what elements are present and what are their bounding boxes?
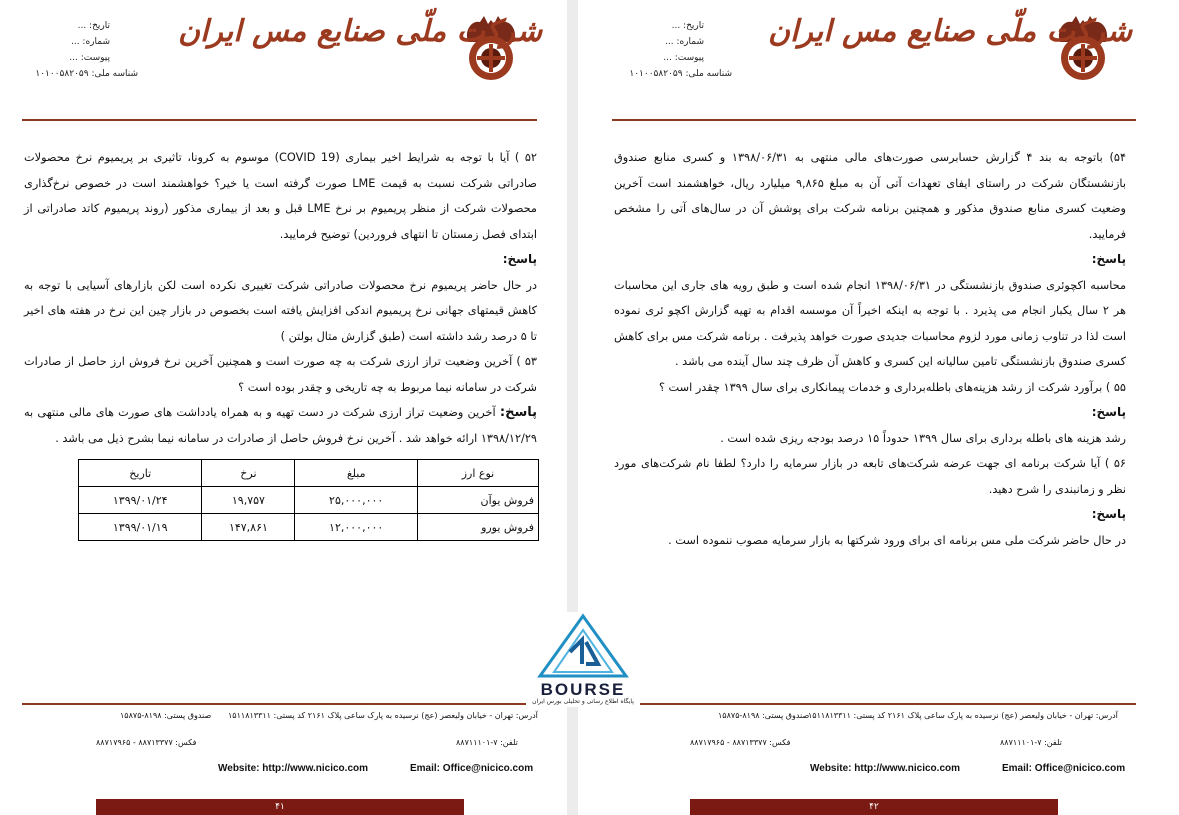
table-header-row	[79, 460, 539, 487]
cell-amount: ۲۵,۰۰۰,۰۰۰	[295, 487, 418, 514]
footer-phone: تلفن: ۷-۸۸۷۱۱۱۰۱	[1000, 738, 1062, 747]
footer-po-box: صندوق پستی: ۸۱۹۸-۱۵۸۷۵	[120, 711, 212, 720]
cell-currency: فروش یورو	[417, 514, 538, 541]
answer-53: آخرین وضعیت تراز ارزی شرکت در دست تهیه و به همراه یادداشت های صورت های مالی منتهی به ۱۳۹۸/۱۲/۲۹ ارائه خواهد شد . آخرین نرخ فروش حاصل از صادرات در سامانه نیما بشرح ذیل می باشد .	[24, 406, 537, 445]
number-label: شماره: ...	[70, 37, 110, 47]
col-header-currency: نوع ارز	[417, 460, 538, 487]
answer-label-52: پاسخ:	[502, 252, 537, 266]
footer-email: Email: Office@nicico.com	[1002, 763, 1126, 774]
answer-55: رشد هزینه های باطله برداری برای سال ۱۳۹۹ حدوداً ۱۵ درصد بودجه ریزی شده است .	[720, 431, 1126, 445]
bourse-word: BOURSE	[540, 680, 626, 699]
document-page-41	[0, 0, 567, 815]
exchange-rate-table	[78, 459, 539, 541]
company-name: شرکت ملّی صنایع مس ایران	[178, 14, 543, 49]
table-row	[79, 487, 539, 514]
attachment-label: پیوست: ...	[663, 53, 704, 63]
footer-phone: تلفن: ۷-۸۸۷۱۱۱۰۱	[456, 738, 518, 747]
header-rule	[612, 119, 1136, 121]
date-label: تاریخ: ...	[77, 21, 110, 31]
footer-address: آدرس: تهران - خیابان ولیعصر (عج) نرسیده به پارک ساعی پلاک ۲۱۶۱ کد پستی: ۱۵۱۱۸۱۳۳۱۱	[808, 711, 1118, 720]
answer-label-53: پاسخ:	[499, 405, 537, 420]
answer-label-56: پاسخ:	[1091, 507, 1126, 521]
cell-amount: ۱۲,۰۰۰,۰۰۰	[295, 514, 418, 541]
question-52: ۵۲ ) آیا با توجه به شرایط اخیر بیماری (COVID 19) موسوم به کرونا، تاثیری بر پریمیوم نرخ محصولات صادراتی شرکت نسبت به قیمت LME صورت گرفته است یا خیر؟ خواهشمند است در خصوص نرخ‌گذاری محصولات شرکت از منظر پریمیوم بر نرخ LME قبل و بعد از بیماری مذکور (روند پریمیوم کاتد صادراتی از ابتدای فصل زمستان تا انتهای فروردین) توضیح فرمایید.	[24, 151, 538, 241]
bourse-watermark	[526, 612, 640, 707]
cell-rate: ۱۴۷,۸۶۱	[202, 514, 295, 541]
question-56: ۵۶ ) آیا شرکت برنامه ای جهت عرضه شرکت‌های تابعه در بازار سرمایه را دارد؟ لطفا نام شرکت‌های مورد نظر و زمانبندی را شرح دهید.	[614, 457, 1126, 496]
left-body	[24, 145, 537, 451]
col-header-rate: نرخ	[202, 460, 295, 487]
footer-rule	[612, 703, 1136, 705]
question-53: ۵۳ ) آخرین وضعیت تراز ارزی شرکت به چه صورت است و همچنین آخرین نرخ فروش ارز حاصل از صادرات شرکت در سامانه نیما مربوط به چه تاریخی و چقدر بوده است ؟	[24, 355, 537, 394]
attachment-label: پیوست: ...	[69, 53, 110, 63]
right-body	[614, 145, 1126, 553]
footer-website: Website: http://www.nicico.com	[218, 763, 369, 774]
date-label: تاریخ: ...	[671, 21, 704, 31]
company-name: شرکت ملّی صنایع مس ایران	[768, 14, 1133, 49]
header-rule	[22, 119, 537, 121]
footer-fax: فکس: ۸۸۷۱۳۳۷۷ - ۸۸۷۱۷۹۶۵	[96, 738, 197, 747]
question-55: ۵۵ ) برآورد شرکت از رشد هزینه‌های باطله‌برداری و خدمات پیمانکاری برای سال ۱۳۹۹ چقدر است ؟	[658, 380, 1126, 394]
national-id: شناسه ملی: ۱۰۱۰۰۵۸۲۰۵۹	[629, 69, 732, 79]
cell-rate: ۱۹,۷۵۷	[202, 487, 295, 514]
answer-label-55: پاسخ:	[1091, 405, 1126, 419]
national-id: شناسه ملی: ۱۰۱۰۰۵۸۲۰۵۹	[35, 69, 138, 79]
table-row	[79, 514, 539, 541]
number-label: شماره: ...	[664, 37, 704, 47]
answer-56: در حال حاضر شرکت ملی مس برنامه ای برای ورود شرکتها به بازار سرمایه مصوب ننموده است .	[668, 533, 1126, 547]
col-header-amount: مبلغ	[295, 460, 418, 487]
answer-54: محاسبه اکچوئری صندوق بازنشستگی در ۱۳۹۸/۰۶/۳۱ انجام شده است و طبق رویه های جاری این محاسبات هر ۲ سال یکبار انجام می پذیرد . با توجه به اینکه اخیراً آن موسسه اقدام به تهیه گزارش اکچو ئری نموده است لذا در تناوب زمانی مورد لزوم محاسبات جدیدی صورت خواهد پذیرفت . برنامه شرکت مس برای کاهش کسری صندوق بازنشستگی تامین سالیانه این کسری و کاهش آن ظرف چند سال آینده می باشد .	[614, 278, 1126, 368]
letter-meta	[612, 18, 732, 82]
footer-address: آدرس: تهران - خیابان ولیعصر (عج) نرسیده به پارک ساعی پلاک ۲۱۶۱ کد پستی: ۱۵۱۱۸۱۳۳۱۱	[228, 711, 538, 720]
col-header-date: تاریخ	[79, 460, 202, 487]
cell-currency: فروش یوآن	[417, 487, 538, 514]
page-number: ۴۱	[96, 799, 464, 815]
page-number: ۴۲	[690, 799, 1058, 815]
answer-52: در حال حاضر پریمیوم نرخ محصولات صادراتی شرکت تغییری نکرده است لکن بازارهای آسیایی با توجه به کاهش قیمتهای جهانی نرخ پریمیوم اندکی افزایش یافته است بخصوص در بازار چین این نرخ در هفته های اخیر تا ۵ درصد رشد داشته است (طبق گزارش متال بولتن )	[24, 278, 537, 343]
footer-rule	[22, 703, 537, 705]
answer-label-54: پاسخ:	[1091, 252, 1126, 266]
footer-po-box: صندوق پستی: ۸۱۹۸-۱۵۸۷۵	[718, 711, 810, 720]
bourse-logo-icon	[526, 612, 640, 680]
footer-fax: فکس: ۸۸۷۱۳۳۷۷ - ۸۸۷۱۷۹۶۵	[690, 738, 791, 747]
bourse-tagline: پایگاه اطلاع رسانی و تحلیلی بورس ایران	[532, 698, 634, 705]
footer-email: Email: Office@nicico.com	[410, 763, 534, 774]
cell-date: ۱۳۹۹/۰۱/۱۹	[79, 514, 202, 541]
cell-date: ۱۳۹۹/۰۱/۲۴	[79, 487, 202, 514]
question-54: ۵۴) باتوجه به بند ۴ گزارش حسابرسی صورت‌های مالی منتهی به ۱۳۹۸/۰۶/۳۱ و کسری منابع صندوق بازنشستگان شرکت در راستای ایفای تعهدات آتی آن به مبلغ ۹,۸۶۵ میلیارد ریال، خواهشمند است آخرین وضعیت کسری منابع صندوق مذکور و همچنین برنامه شرکت برای پوشش آن در سال‌های آتی را مشخص فرمایید.	[614, 151, 1127, 241]
letter-meta	[18, 18, 138, 82]
document-page-42	[578, 0, 1179, 815]
footer-website: Website: http://www.nicico.com	[810, 763, 961, 774]
